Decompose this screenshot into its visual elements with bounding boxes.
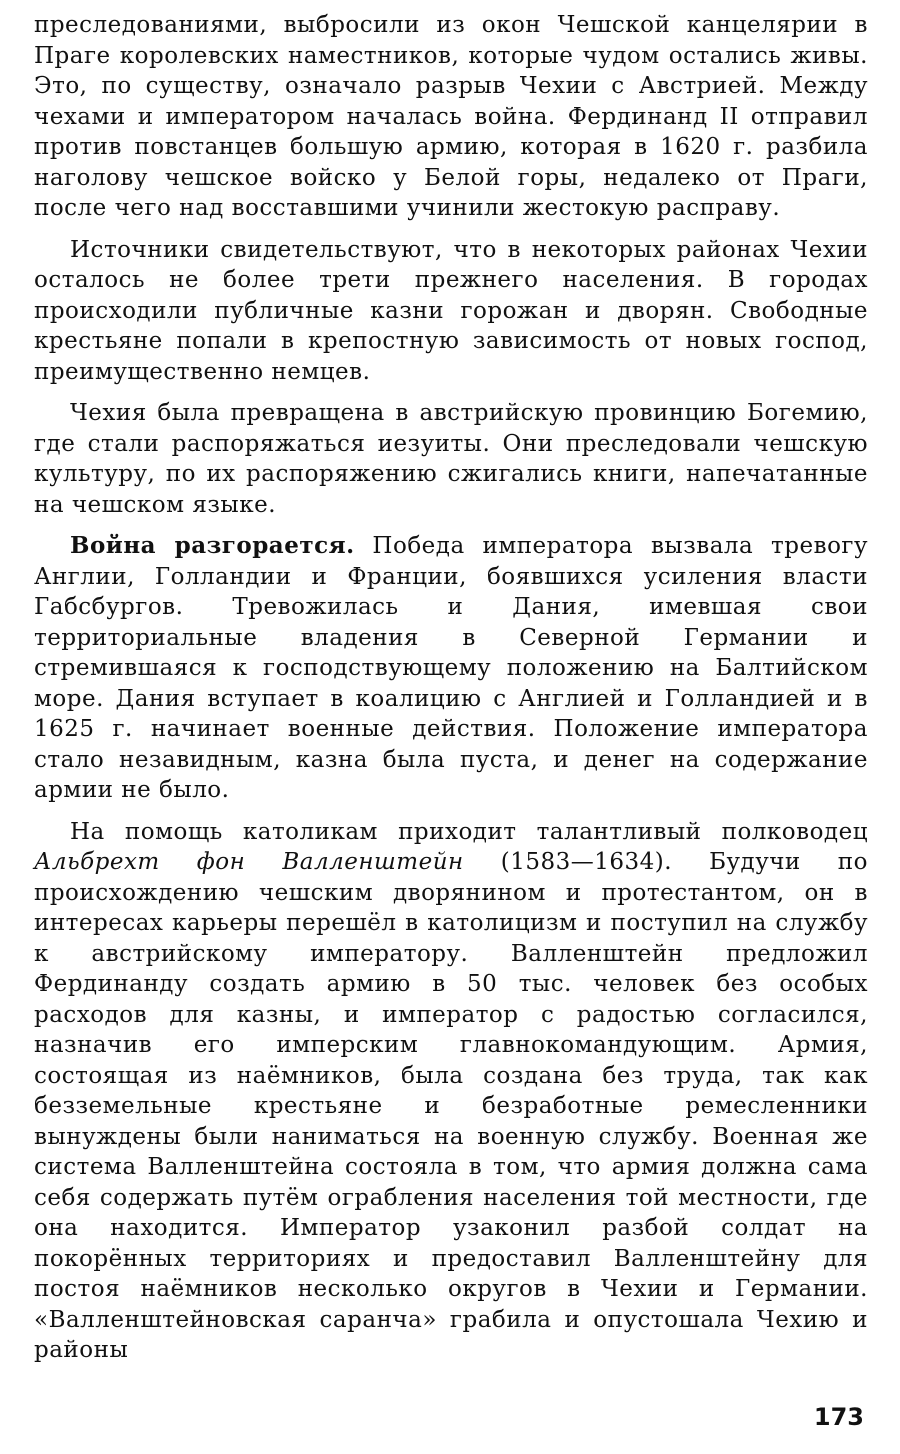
- paragraph-5-text-start: На помощь католикам приходит талантливый полководец: [70, 818, 868, 845]
- paragraph-3-text: Чехия была превращена в австрийскую провинцию Богемию, где стали распоряжаться иезуиты. Они преследовали чешскую культуру, по их распоряжению сжигались книги, напечатанные на чешском языке.: [34, 400, 868, 518]
- page-body: [34, 10, 868, 1377]
- paragraph-1: [34, 10, 868, 224]
- section-heading-war-escalates: Война разгорается.: [70, 532, 355, 559]
- paragraph-4: [34, 531, 868, 806]
- paragraph-3: [34, 398, 868, 520]
- paragraph-1-text: преследованиями, выбросили из окон Чешской канцелярии в Праге королевских наместников, которые чудом остались живы. Это, по существу, означало разрыв Чехии с Австрией. Между чехами и императором началась война. Фердинанд II отправил против повстанцев большую армию, которая в 1620 г. разбила наголову чешское войско у Белой горы, недалеко от Праги, после чего над восставшими учинили жестокую расправу.: [34, 12, 868, 221]
- paragraph-2: [34, 235, 868, 388]
- paragraph-5: [34, 817, 868, 1366]
- paragraph-5-text-rest: (1583—1634). Будучи по происхождению чешским дворянином и протестантом, он в интересах карьеры перешёл в католицизм и поступил на службу к австрийскому императору. Валленштейн предложил Фердинанду создать армию в 50 тыс. человек без особых расходов для казны, и император с радостью согласился, назначив его имперским главнокомандующим. Армия, состоящая из наёмников, была создана без труда, так как безземельные крестьяне и безработные ремесленники вынуждены были наниматься на военную службу. Военная же система Валленштейна состояла в том, что армия должна сама себя содержать путём ограбления населения той местности, где она находится. Император узаконил разбой солдат на покорённых территориях и предоставил Валленштейну для постоя наёмников несколько округов в Чехии и Германии. «Валленштейновская саранча» грабила и опустошала Чехию и районы: [34, 849, 868, 1363]
- paragraph-4-text: Победа императора вызвала тревогу Англии, Голландии и Франции, боявшихся усиления власти Габсбургов. Тревожилась и Дания, имевшая свои территориальные владения в Северной Германии и стремившаяся к господствующему положению на Балтийском море. Дания вступает в коалицию с Англией и Голландией и в 1625 г. начинает военные действия. Положение императора стало незавидным, казна была пуста, и денег на содержание армии не было.: [34, 533, 868, 803]
- person-name-wallenstein: Альбрехт фон Валленштейн: [34, 849, 464, 875]
- page-number: 173: [813, 1403, 864, 1431]
- paragraph-2-text: Источники свидетельствуют, что в некоторых районах Чехии осталось не более трети прежнего населения. В городах происходили публичные казни горожан и дворян. Свободные крестьяне попали в крепостную зависимость от новых господ, преимущественно немцев.: [34, 236, 868, 385]
